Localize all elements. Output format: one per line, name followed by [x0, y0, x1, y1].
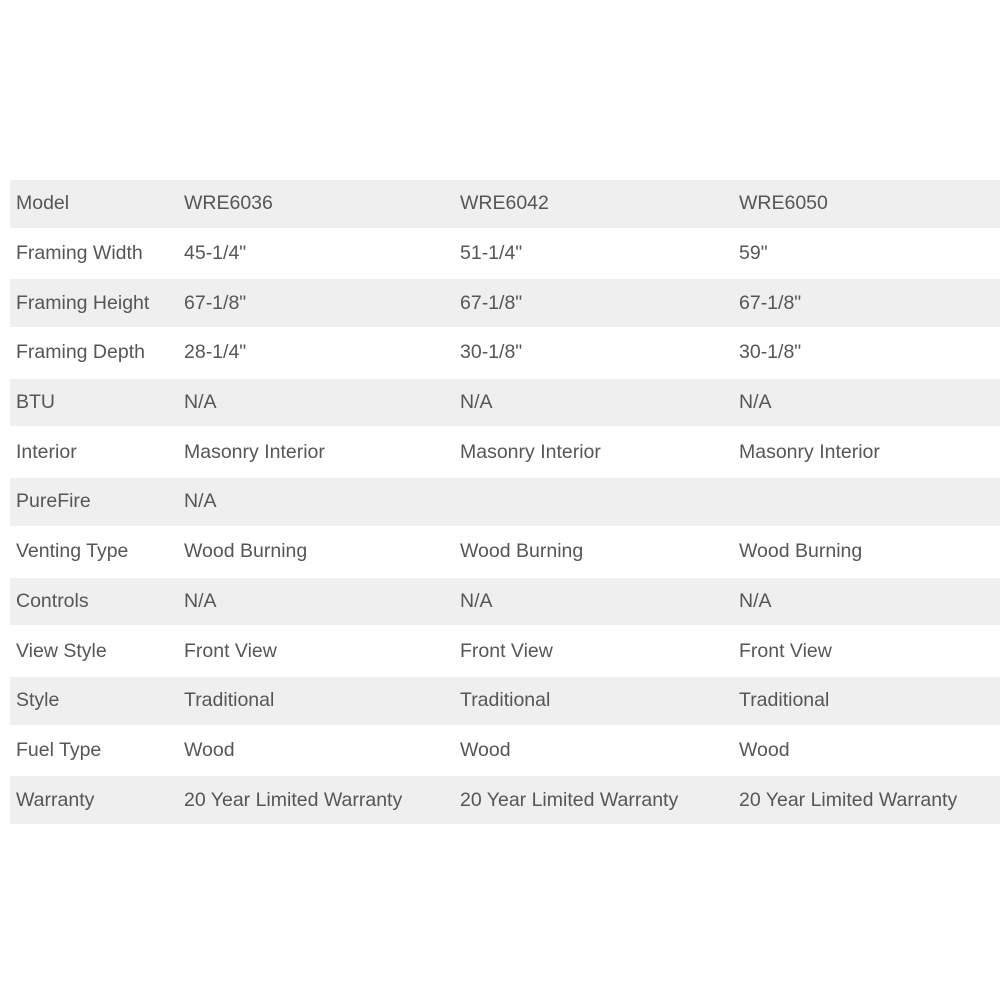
spec-value: N/A — [733, 577, 1000, 627]
spec-value: 67-1/8" — [178, 278, 454, 328]
spec-label: Framing Width — [10, 229, 178, 279]
spec-value: 30-1/8" — [454, 328, 733, 378]
spec-label: Model — [10, 179, 178, 229]
table-row-model — [10, 179, 1000, 229]
spec-label: Framing Depth — [10, 328, 178, 378]
spec-value: 59" — [733, 229, 1000, 279]
spec-label: Controls — [10, 577, 178, 627]
spec-label: Interior — [10, 427, 178, 477]
spec-value: Wood — [733, 726, 1000, 776]
spec-value: 20 Year Limited Warranty — [454, 775, 733, 825]
spec-label: View Style — [10, 626, 178, 676]
spec-value: 45-1/4" — [178, 229, 454, 279]
spec-label: BTU — [10, 378, 178, 428]
spec-value: N/A — [178, 477, 454, 527]
spec-label: Style — [10, 676, 178, 726]
spec-value: N/A — [733, 378, 1000, 428]
table-row-view-style — [10, 626, 1000, 676]
table-row-framing-height — [10, 278, 1000, 328]
spec-value: Masonry Interior — [178, 427, 454, 477]
spec-table-container — [10, 178, 1000, 826]
table-row-framing-width — [10, 229, 1000, 279]
spec-value: N/A — [454, 378, 733, 428]
spec-value: 51-1/4" — [454, 229, 733, 279]
spec-value: N/A — [454, 577, 733, 627]
spec-value: N/A — [178, 577, 454, 627]
spec-value: 67-1/8" — [733, 278, 1000, 328]
spec-table — [10, 178, 1000, 826]
spec-value: 30-1/8" — [733, 328, 1000, 378]
spec-value: Wood — [454, 726, 733, 776]
spec-value: N/A — [178, 378, 454, 428]
spec-value: Traditional — [178, 676, 454, 726]
spec-value: Masonry Interior — [733, 427, 1000, 477]
spec-label: Framing Height — [10, 278, 178, 328]
spec-value: 28-1/4" — [178, 328, 454, 378]
table-row-controls — [10, 577, 1000, 627]
spec-value: Wood — [178, 726, 454, 776]
table-row-venting-type — [10, 527, 1000, 577]
table-row-fuel-type — [10, 726, 1000, 776]
spec-value — [454, 477, 733, 527]
table-row-purefire — [10, 477, 1000, 527]
spec-label: Venting Type — [10, 527, 178, 577]
spec-value — [733, 477, 1000, 527]
spec-value: 20 Year Limited Warranty — [733, 775, 1000, 825]
spec-value: WRE6042 — [454, 179, 733, 229]
spec-label: Fuel Type — [10, 726, 178, 776]
table-row-interior — [10, 427, 1000, 477]
spec-value: WRE6036 — [178, 179, 454, 229]
spec-value: Masonry Interior — [454, 427, 733, 477]
spec-value: Front View — [733, 626, 1000, 676]
table-row-style — [10, 676, 1000, 726]
table-row-warranty — [10, 775, 1000, 825]
spec-value: Front View — [454, 626, 733, 676]
spec-value: Traditional — [733, 676, 1000, 726]
spec-value: Traditional — [454, 676, 733, 726]
spec-value: Wood Burning — [178, 527, 454, 577]
spec-value: Front View — [178, 626, 454, 676]
spec-value: Wood Burning — [454, 527, 733, 577]
spec-value: Wood Burning — [733, 527, 1000, 577]
spec-value: 67-1/8" — [454, 278, 733, 328]
table-row-btu — [10, 378, 1000, 428]
spec-label: PureFire — [10, 477, 178, 527]
spec-value: 20 Year Limited Warranty — [178, 775, 454, 825]
spec-label: Warranty — [10, 775, 178, 825]
spec-value: WRE6050 — [733, 179, 1000, 229]
table-row-framing-depth — [10, 328, 1000, 378]
